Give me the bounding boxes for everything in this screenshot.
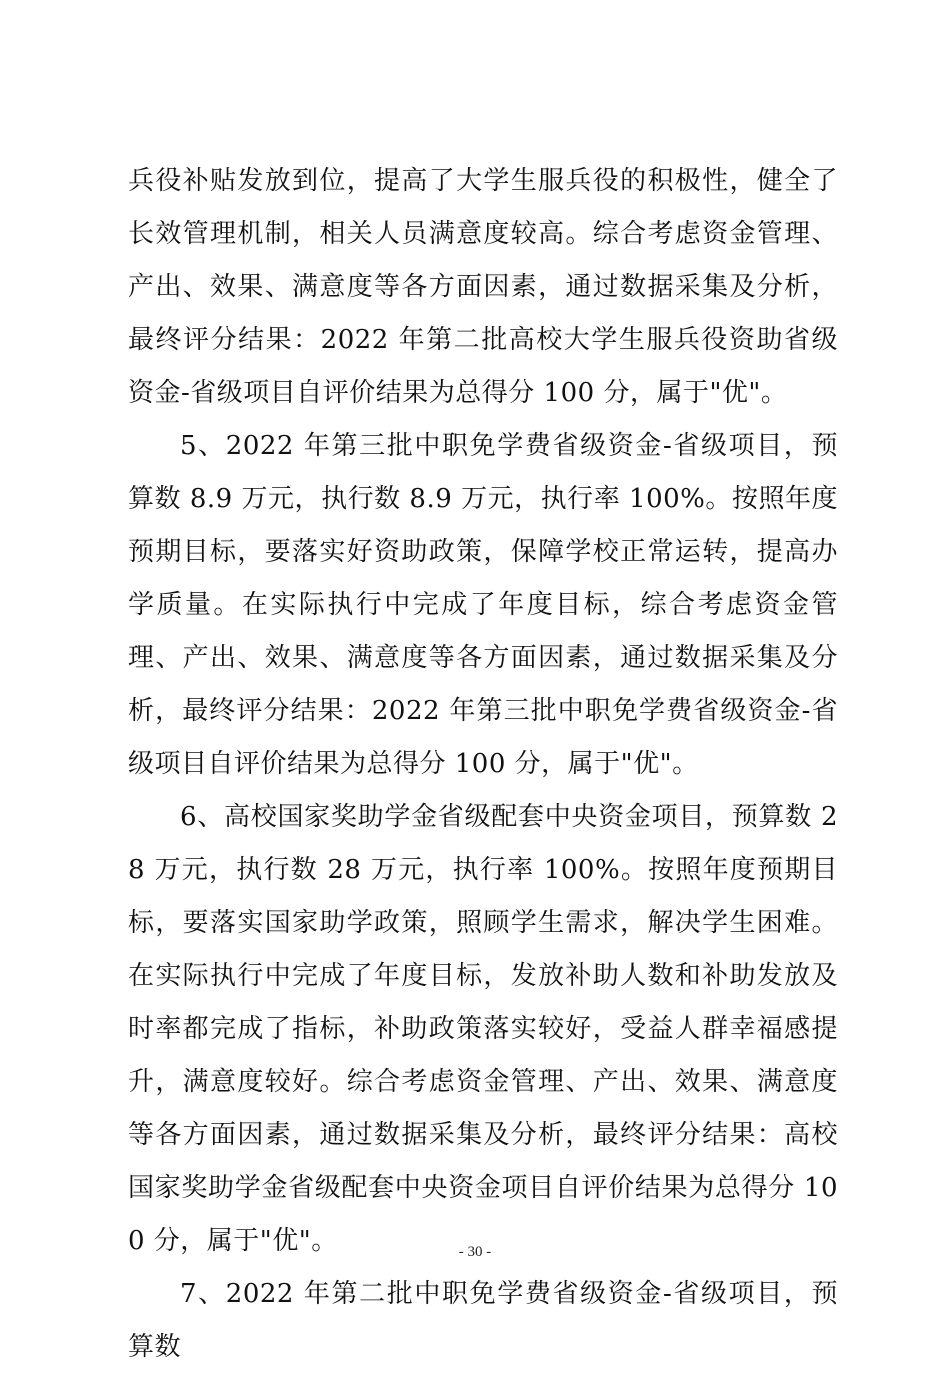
paragraph-item-7: 7、2022 年第二批中职免学费省级资金-省级项目，预算数 [128, 1279, 838, 1362]
document-body [128, 155, 838, 1374]
paragraph-item-5: 5、2022 年第三批中职免学费省级资金-省级项目，预算数 8.9 万元，执行数 8.9 万元，执行率 100%。按照年度预期目标，要落实好资助政策，保障学校正常运转，提高办学质量。在实际执行中完成了年度目标，综合考虑资金管理、产出、效果、满意度等各方面因素，通过数据采集及分析，最终评分结果：2022 年第三批中职免学费省级资金-省级项目自评价结果为总得分 100 分，属于"优"。 [128, 431, 838, 779]
paragraph-item-6: 6、高校国家奖助学金省级配套中央资金项目，预算数 28 万元，执行数 28 万元，执行率 100%。按照年度预期目标，要落实国家助学政策，照顾学生需求，解决学生困难。在实际执行中完成了年度目标，发放补助人数和补助发放及时率都完成了指标，补助政策落实较好，受益人群幸福感提升，满意度较好。综合考虑资金管理、产出、效果、满意度等各方面因素，通过数据采集及分析，最终评分结果：高校国家奖助学金省级配套中央资金项目自评价结果为总得分 100 分，属于"优"。 [128, 802, 838, 1256]
paragraph-continuation: 兵役补贴发放到位，提高了大学生服兵役的积极性，健全了长效管理机制，相关人员满意度较高。综合考虑资金管理、产出、效果、满意度等各方面因素，通过数据采集及分析，最终评分结果：2022 年第二批高校大学生服兵役资助省级资金-省级项目自评价结果为总得分 100 分，属于"优"。 [128, 166, 838, 408]
page-number: - 30 - [458, 1244, 492, 1260]
